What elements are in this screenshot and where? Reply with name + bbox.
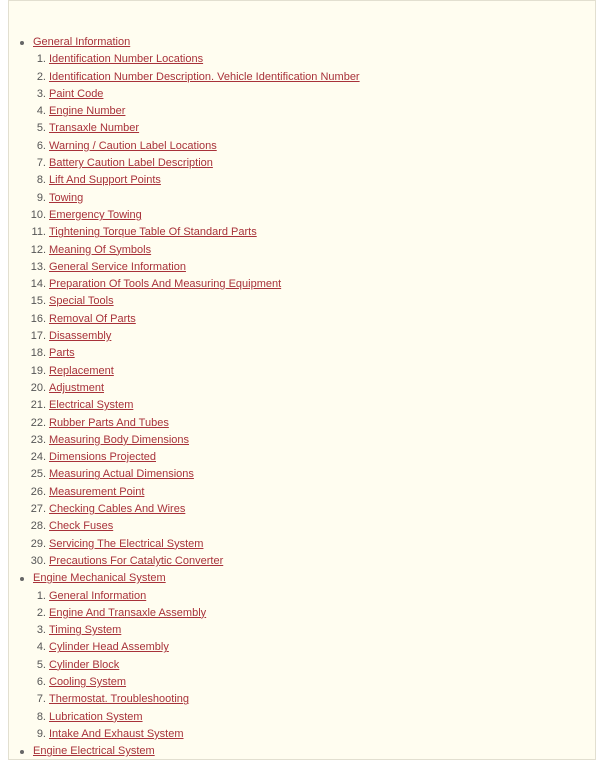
topic-number: 2.	[36, 70, 46, 83]
section-link[interactable]: Engine Electrical System	[33, 745, 155, 758]
topic-number: 10.	[30, 208, 46, 221]
topic-link[interactable]: Replacement	[49, 364, 114, 377]
topic-list-item	[30, 432, 360, 449]
topic-link[interactable]: General Service Information	[49, 260, 186, 273]
topic-list-item	[30, 449, 360, 466]
topic-number: 17.	[30, 330, 46, 343]
topic-list-item	[30, 293, 360, 310]
topic-link[interactable]: Cooling System	[49, 675, 127, 688]
topic-list-item	[33, 190, 360, 207]
topic-list-item	[33, 709, 360, 726]
topic-link[interactable]: Disassembly	[49, 330, 112, 343]
topic-list-item	[33, 622, 360, 639]
topic-link[interactable]: Thermostat. Troubleshooting	[49, 693, 190, 706]
topic-number: 19.	[30, 364, 46, 377]
topic-list-item	[30, 518, 360, 535]
topic-link[interactable]: Measuring Body Dimensions	[49, 433, 190, 446]
table-of-contents	[9, 34, 360, 760]
topic-number: 14.	[30, 278, 46, 291]
topic-link[interactable]: Removal Of Parts	[49, 312, 136, 325]
topic-list-item	[30, 501, 360, 518]
bullet-icon	[20, 750, 24, 754]
topic-list-item	[30, 276, 360, 293]
topic-link[interactable]: Cylinder Head Assembly	[49, 641, 169, 654]
topic-link[interactable]: Engine Number	[49, 105, 126, 118]
topic-link[interactable]: Lift And Support Points	[49, 174, 161, 187]
topic-link[interactable]: Towing	[49, 191, 84, 204]
content-panel	[8, 0, 596, 760]
topic-list-item	[30, 380, 360, 397]
topic-list-item	[30, 553, 360, 570]
topic-number: 26.	[30, 485, 46, 498]
topic-link[interactable]: Servicing The Electrical System	[49, 537, 204, 550]
topic-list-item	[33, 639, 360, 656]
topic-link[interactable]: Timing System	[49, 624, 122, 637]
topic-list-item	[30, 466, 360, 483]
topic-number: 3.	[36, 624, 46, 637]
topic-list-item	[33, 69, 360, 86]
topic-list-item	[33, 155, 360, 172]
topic-list-item	[33, 726, 360, 743]
topic-number: 2.	[36, 606, 46, 619]
topic-link[interactable]: Rubber Parts And Tubes	[49, 416, 169, 429]
topic-number: 23.	[30, 433, 46, 446]
topic-list-item	[33, 138, 360, 155]
topic-link[interactable]: Lubrication System	[49, 710, 143, 723]
topic-link[interactable]: Identification Number Locations	[49, 53, 204, 66]
topic-link[interactable]: Precautions For Catalytic Converter	[49, 554, 224, 567]
toc-section	[9, 570, 360, 743]
topic-number: 9.	[36, 191, 46, 204]
topic-list-item	[33, 674, 360, 691]
topic-link[interactable]: Emergency Towing	[49, 208, 142, 221]
topic-number: 3.	[36, 87, 46, 100]
topic-link[interactable]: Measurement Point	[49, 485, 145, 498]
topic-list-item	[30, 242, 360, 259]
topic-list-item	[30, 397, 360, 414]
topic-link[interactable]: Identification Number Description. Vehicle Identification Number	[49, 70, 360, 83]
topic-link[interactable]: Measuring Actual Dimensions	[49, 468, 194, 481]
topic-number: 9.	[36, 727, 46, 740]
topic-link[interactable]: Warning / Caution Label Locations	[49, 139, 217, 152]
topic-link[interactable]: Cylinder Block	[49, 658, 120, 671]
topic-number: 15.	[30, 295, 46, 308]
topic-list-item	[30, 415, 360, 432]
topic-link[interactable]: Transaxle Number	[49, 122, 140, 135]
topic-number: 18.	[30, 347, 46, 360]
topic-list-item	[30, 207, 360, 224]
toc-section	[9, 34, 360, 570]
topic-link[interactable]: Paint Code	[49, 87, 104, 100]
topic-number: 20.	[30, 381, 46, 394]
topic-list-item	[33, 103, 360, 120]
section-topic-list	[33, 588, 360, 744]
topic-number: 28.	[30, 520, 46, 533]
topic-list-item	[33, 86, 360, 103]
section-link[interactable]: Engine Mechanical System	[33, 572, 166, 585]
topic-link[interactable]: Electrical System	[49, 399, 134, 412]
topic-number: 7.	[36, 157, 46, 170]
topic-number: 13.	[30, 260, 46, 273]
topic-number: 6.	[36, 139, 46, 152]
topic-number: 22.	[30, 416, 46, 429]
topic-number: 7.	[36, 693, 46, 706]
topic-list-item	[30, 311, 360, 328]
topic-list-item	[30, 328, 360, 345]
topic-link[interactable]: Meaning Of Symbols	[49, 243, 152, 256]
topic-number: 30.	[30, 554, 46, 567]
topic-list-item	[33, 605, 360, 622]
topic-link[interactable]: Special Tools	[49, 295, 114, 308]
topic-number: 1.	[36, 53, 46, 66]
topic-link[interactable]: Battery Caution Label Description	[49, 157, 213, 170]
topic-link[interactable]: Dimensions Projected	[49, 451, 156, 464]
topic-number: 29.	[30, 537, 46, 550]
topic-number: 4.	[36, 641, 46, 654]
topic-number: 8.	[36, 710, 46, 723]
topic-number: 1.	[36, 589, 46, 602]
topic-link[interactable]: Tightening Torque Table Of Standard Parts	[49, 226, 257, 239]
section-link[interactable]: General Information	[33, 36, 131, 48]
topic-number: 16.	[30, 312, 46, 325]
topic-number: 5.	[36, 122, 46, 135]
topic-number: 6.	[36, 675, 46, 688]
topic-link[interactable]: Adjustment	[49, 381, 105, 394]
section-topic-list	[30, 51, 360, 570]
topic-number: 11.	[31, 226, 46, 239]
topic-link[interactable]: Intake And Exhaust System	[49, 727, 184, 740]
topic-number: 27.	[30, 503, 46, 516]
topic-number: 4.	[36, 105, 46, 118]
topic-number: 8.	[36, 174, 46, 187]
topic-list-item	[30, 484, 360, 501]
topic-list-item	[33, 120, 360, 137]
topic-list-item	[33, 172, 360, 189]
toc-section	[9, 743, 360, 760]
bullet-icon	[20, 41, 24, 45]
topic-link[interactable]: Preparation Of Tools And Measuring Equipment	[49, 278, 282, 291]
topic-link[interactable]: Checking Cables And Wires	[49, 503, 186, 516]
topic-link[interactable]: Parts	[49, 347, 75, 360]
topic-link[interactable]: Check Fuses	[49, 520, 114, 533]
topic-list-item	[30, 363, 360, 380]
topic-list-item	[33, 51, 360, 68]
bullet-icon	[20, 577, 24, 581]
topic-list-item	[30, 536, 360, 553]
topic-number: 21.	[30, 399, 46, 412]
topic-number: 12.	[30, 243, 46, 256]
topic-list-item	[33, 657, 360, 674]
topic-list-item	[33, 224, 360, 241]
topic-list-item	[33, 691, 360, 708]
topic-link[interactable]: General Information	[49, 589, 147, 602]
topic-number: 25.	[30, 468, 46, 481]
topic-list-item	[30, 259, 360, 276]
topic-link[interactable]: Engine And Transaxle Assembly	[49, 606, 207, 619]
topic-list-item	[30, 345, 360, 362]
topic-number: 5.	[36, 658, 46, 671]
topic-number: 24.	[30, 451, 46, 464]
topic-list-item	[33, 588, 360, 605]
